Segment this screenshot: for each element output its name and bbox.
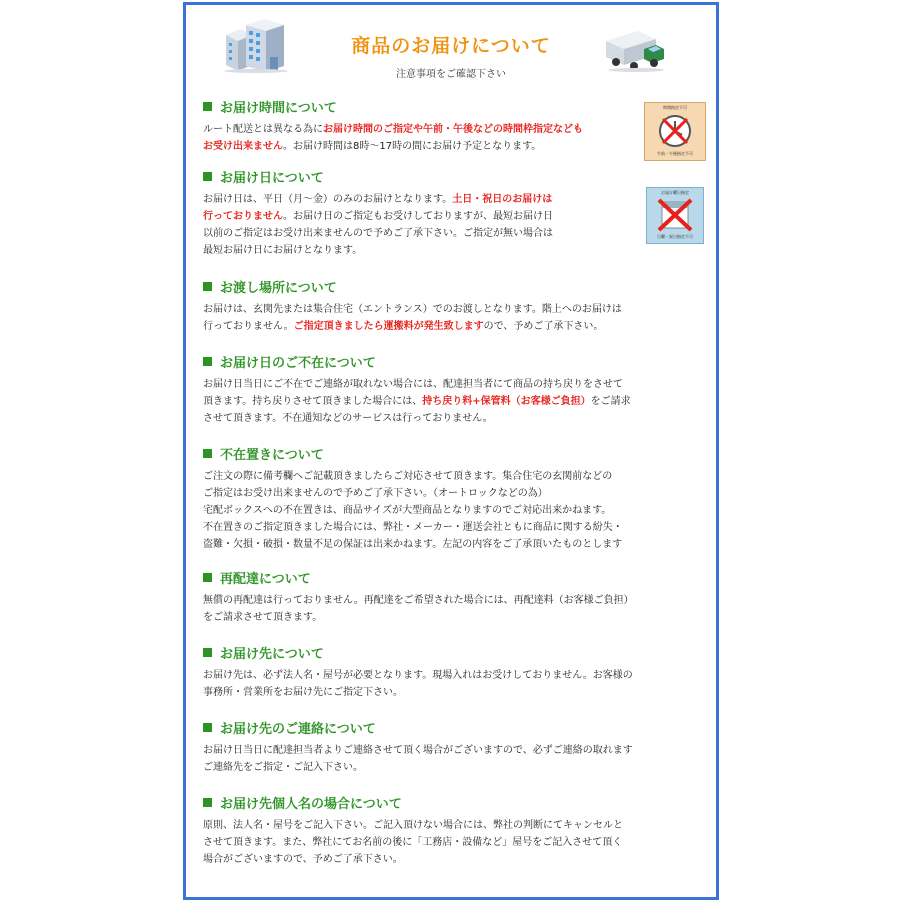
section-heading-text: お届け日のご不在について [220, 356, 376, 371]
section-contact-info [203, 722, 708, 776]
body-line [203, 121, 708, 138]
emphasis-text: お届け時間のご指定や午前・午後などの時間枠指定なども [323, 124, 583, 135]
section-heading-text: 再配達について [220, 572, 311, 587]
body-text-segment: 。お届け日のご指定もお受けしておりますが、最短お届け日 [283, 211, 553, 222]
body-line [203, 468, 708, 485]
square-bullet-icon [203, 723, 212, 732]
section-handover-place [203, 281, 708, 335]
body-line [203, 667, 708, 684]
body-line [203, 759, 708, 776]
section-body [203, 191, 708, 259]
section-heading [203, 171, 708, 187]
body-text-segment: 場合がございますので、予めご了承下さい。 [203, 854, 403, 865]
section-redelivery [203, 572, 708, 626]
body-line [203, 536, 708, 553]
badge-time-top-label: 時間指定不可 [663, 105, 687, 110]
emphasis-text: 行っておりません [203, 211, 283, 222]
body-text-segment: 原則、法人名・屋号をご記入下さい。ご記入頂けない場合には、弊社の判断にてキャンセルと [203, 820, 623, 831]
square-bullet-icon [203, 798, 212, 807]
body-text-segment: 不在置きのご指定頂きました場合には、弊社・メーカー・運送会社ともに商品に関する紛失・ [203, 522, 623, 533]
body-text-segment: ご注文の際に備考欄へご記載頂きましたらご対応させて頂きます。集合住宅の玄関前などの [203, 471, 613, 482]
body-text-segment: をご請求させて頂きます。 [203, 612, 323, 623]
square-bullet-icon [203, 282, 212, 291]
body-text-segment: お届け日は、平日（月～金）のみのお届けとなります。 [203, 194, 453, 205]
body-text-segment: お届け日当日にご不在でご連絡が取れない場合には、配達担当者にて商品の持ち戻りをさせて [203, 379, 623, 390]
section-heading-text: お渡し場所について [220, 281, 337, 296]
body-text-segment: 無償の再配達は行っておりません。再配達をご希望された場合には、再配達料（お客様ご負担） [203, 595, 634, 606]
body-line [203, 393, 708, 410]
section-delivery-address [203, 647, 708, 701]
section-body [203, 121, 708, 155]
body-line [203, 502, 708, 519]
body-text-segment: 盗難・欠損・破損・数量不足の保証は出来かねます。左記の内容をご了承頂いたものとします [203, 539, 623, 550]
badge-date-bottom-label: 日曜・祝日指定不可 [657, 234, 693, 239]
emphasis-text: 持ち戻り料+保管料（お客様ご負担） [422, 396, 591, 407]
badge-date-top-label: お届け曜日指定 [661, 190, 689, 195]
page-subtitle: 注意事項をご確認下さい [396, 69, 506, 80]
header [186, 5, 716, 95]
square-bullet-icon [203, 102, 212, 111]
body-line [203, 834, 708, 851]
body-text-segment: させて頂きます。また、弊社にてお名前の後に「工務店・設備など」屋号をご記入させて頂く [203, 837, 623, 848]
section-heading-text: 不在置きについて [220, 448, 324, 463]
body-line [203, 609, 708, 626]
section-body [203, 468, 708, 553]
body-text-segment: ので、予めご了承下さい。 [483, 321, 604, 332]
body-line [203, 376, 708, 393]
section-delivery-time [203, 101, 708, 155]
body-line [203, 208, 708, 225]
notice-panel [183, 2, 719, 900]
section-body [203, 817, 708, 868]
section-body [203, 667, 708, 701]
body-line [203, 851, 708, 868]
body-text-segment: ご指定はお受け出来ませんので予めご了承下さい。（オートロックなどの為） [203, 488, 548, 499]
section-heading [203, 448, 708, 464]
square-bullet-icon [203, 357, 212, 366]
emphasis-text: 土日・祝日のお届けは [452, 194, 553, 205]
body-text-segment: させて頂きます。不在通知などのサービスは行っておりません。 [203, 413, 493, 424]
body-line [203, 817, 708, 834]
section-unattended-delivery [203, 448, 708, 553]
square-bullet-icon [203, 172, 212, 181]
section-absence-on-delivery [203, 356, 708, 427]
section-body [203, 376, 708, 427]
section-body [203, 592, 708, 626]
section-delivery-date [203, 171, 708, 259]
section-heading [203, 356, 708, 372]
body-line [203, 519, 708, 536]
square-bullet-icon [203, 449, 212, 458]
body-text-segment: ルート配送とは異なる為に [203, 124, 323, 135]
body-text-segment: をご請求 [590, 396, 631, 407]
body-text-segment: 宅配ボックスへの不在置きは、商品サイズが大型商品となりますのでご対応出来かねます。 [203, 505, 612, 516]
body-line [203, 318, 708, 335]
body-line [203, 684, 708, 701]
body-line [203, 592, 708, 609]
body-line [203, 742, 708, 759]
section-heading-text: お届け先のご連絡について [220, 722, 376, 737]
section-heading [203, 281, 708, 297]
body-text-segment: お届け先は、必ず法人名・屋号が必要となります。現場入れはお受けしておりません。お客様の [203, 670, 633, 681]
body-text-segment: 以前のご指定はお受け出来ませんので予めご了承下さい。ご指定が無い場合は [203, 228, 553, 239]
body-text-segment: お届けは、玄関先または集合住宅（エントランス）でのお渡しとなります。階上へのお届けは [203, 304, 622, 315]
body-line [203, 191, 708, 208]
body-text-segment: 。お届け時間は8時～17時の間にお届け予定となります。 [283, 141, 542, 152]
body-text-segment: お届け日当日に配達担当者よりご連絡させて頂く場合がございますので、必ずご連絡の取れます [203, 745, 633, 756]
body-text-segment: 最短お届け日にお届けとなります。 [203, 245, 363, 256]
section-personal-name [203, 797, 708, 868]
section-body [203, 301, 708, 335]
body-text-segment: 行っておりません。 [203, 321, 294, 332]
square-bullet-icon [203, 648, 212, 657]
section-heading [203, 797, 708, 813]
body-line [203, 242, 708, 259]
body-line [203, 138, 708, 155]
emphasis-text: ご指定頂きましたら運搬料が発生致します [293, 321, 484, 332]
section-heading-text: お届け時間について [220, 101, 337, 116]
section-heading-text: お届け日について [220, 171, 324, 186]
section-heading [203, 722, 708, 738]
body-line [203, 410, 708, 427]
body-line [203, 301, 708, 318]
section-heading-text: お届け先について [220, 647, 324, 662]
body-text-segment: 頂きます。持ち戻りさせて頂きました場合には、 [203, 396, 423, 407]
body-text-segment: 事務所・営業所をお届け先にご指定下さい。 [203, 687, 403, 698]
section-body [203, 742, 708, 776]
body-line [203, 225, 708, 242]
page-title: 商品のお届けについて [351, 35, 551, 57]
section-heading [203, 572, 708, 588]
emphasis-text: お受け出来ません [203, 141, 283, 152]
square-bullet-icon [203, 573, 212, 582]
body-text-segment: ご連絡先をご指定・ご記入下さい。 [203, 762, 363, 773]
section-heading-text: お届け先個人名の場合について [220, 797, 402, 812]
badge-time-bottom-label: 午前・午後指定不可 [657, 151, 693, 156]
body-line [203, 485, 708, 502]
section-heading [203, 101, 708, 117]
delivery-truck-icon [604, 27, 666, 73]
section-heading [203, 647, 708, 663]
